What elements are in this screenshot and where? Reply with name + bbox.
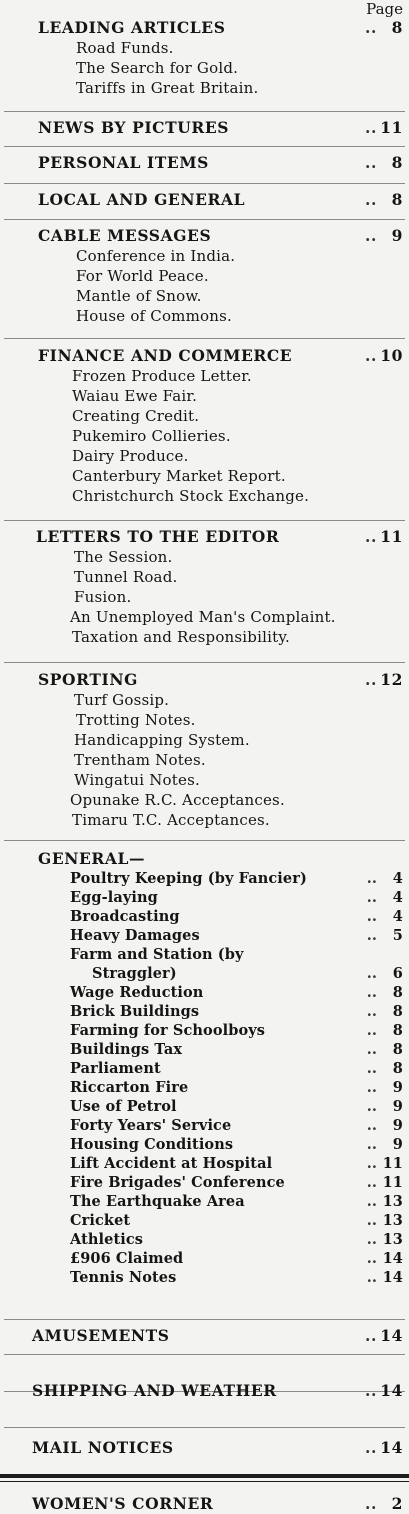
section-divider xyxy=(4,338,405,339)
general-item-page: 9 xyxy=(392,1136,403,1153)
section-divider xyxy=(4,111,405,112)
contents-section xyxy=(0,118,409,138)
general-item-label: Fire Brigades' Conference xyxy=(70,1174,285,1191)
leader-dots: .. xyxy=(366,1003,377,1020)
section-item[interactable]: Road Funds. xyxy=(76,39,174,57)
section-item[interactable]: Wingatui Notes. xyxy=(74,771,200,789)
section-item[interactable]: Trotting Notes. xyxy=(76,711,196,729)
leader-dots: .. xyxy=(365,527,377,546)
general-item-page: 6 xyxy=(392,965,403,982)
section-item[interactable]: Tunnel Road. xyxy=(74,568,178,586)
general-heading: GENERAL— xyxy=(38,849,146,868)
general-item-label: Forty Years' Service xyxy=(70,1117,232,1134)
contents-section xyxy=(0,190,409,210)
contents-section xyxy=(0,226,409,326)
leader-dots: .. xyxy=(366,1231,377,1248)
general-item-label: Egg-laying xyxy=(70,889,158,906)
general-item-page: 4 xyxy=(392,870,403,887)
section-item[interactable]: Conference in India. xyxy=(76,247,236,265)
general-item[interactable] xyxy=(0,1230,409,1249)
leader-dots: .. xyxy=(365,153,377,172)
leader-dots: .. xyxy=(365,226,377,245)
general-item[interactable] xyxy=(0,1002,409,1021)
leader-dots: .. xyxy=(366,1041,377,1058)
leader-dots: .. xyxy=(365,1326,377,1345)
section-title: LOCAL AND GENERAL xyxy=(38,190,246,209)
section-heading[interactable] xyxy=(0,190,409,210)
general-section xyxy=(0,849,409,1287)
contents-section xyxy=(0,18,409,98)
leader-dots: .. xyxy=(366,965,377,982)
section-page-number: 8 xyxy=(391,18,403,37)
section-page-number: 2 xyxy=(391,1494,403,1513)
section-title: SPORTING xyxy=(38,670,138,689)
general-item-page: 11 xyxy=(382,1155,403,1172)
general-item-label: Broadcasting xyxy=(70,908,180,925)
general-item[interactable] xyxy=(0,1173,409,1192)
general-item-label: Housing Conditions xyxy=(70,1136,234,1153)
leader-dots: .. xyxy=(366,1022,377,1039)
section-heading[interactable] xyxy=(0,670,409,690)
general-item-label: Parliament xyxy=(70,1060,161,1077)
general-item[interactable] xyxy=(0,869,409,888)
general-item-label: Tennis Notes xyxy=(70,1269,177,1286)
general-item[interactable] xyxy=(0,983,409,1002)
section-divider xyxy=(4,183,405,184)
section-page-number: 8 xyxy=(391,190,403,209)
leader-dots: .. xyxy=(365,18,377,37)
general-item-page: 4 xyxy=(392,908,403,925)
section-title: SHIPPING AND WEATHER xyxy=(32,1381,277,1400)
general-item-page: 14 xyxy=(382,1269,403,1286)
leader-dots: .. xyxy=(365,346,377,365)
general-item-label: £906 Claimed xyxy=(70,1250,184,1267)
general-item-page: 5 xyxy=(392,927,403,944)
general-item-label: Straggler) xyxy=(92,965,177,982)
leader-dots: .. xyxy=(366,1098,377,1115)
section-heading[interactable] xyxy=(0,18,409,38)
general-item-label: Lift Accident at Hospital xyxy=(70,1155,273,1172)
section-divider xyxy=(4,520,405,521)
leader-dots: .. xyxy=(366,1117,377,1134)
section-item[interactable]: The Session. xyxy=(74,548,173,566)
section-divider xyxy=(4,219,405,220)
section-item[interactable]: Fusion. xyxy=(74,588,132,606)
leader-dots: .. xyxy=(366,1193,377,1210)
contents-section xyxy=(0,153,409,173)
section-heading[interactable] xyxy=(0,346,409,366)
general-item[interactable] xyxy=(0,888,409,907)
leader-dots: .. xyxy=(366,908,377,925)
section-divider xyxy=(4,1319,405,1320)
section-item[interactable]: Taxation and Responsibility. xyxy=(72,628,290,646)
general-item-page: 13 xyxy=(382,1212,403,1229)
section-item[interactable]: The Search for Gold. xyxy=(76,59,239,77)
leader-dots: .. xyxy=(365,118,377,137)
section-item[interactable]: Creating Credit. xyxy=(72,407,200,425)
section-divider xyxy=(4,662,405,663)
contents-section xyxy=(0,670,409,830)
general-item-label: Farming for Schoolboys xyxy=(70,1022,266,1039)
general-item-page: 9 xyxy=(392,1079,403,1096)
section-item[interactable]: An Unemployed Man's Complaint. xyxy=(70,608,336,626)
section-item[interactable]: Pukemiro Collieries. xyxy=(72,427,231,445)
general-item[interactable] xyxy=(0,1268,409,1287)
trailing-heading[interactable] xyxy=(0,1381,409,1401)
section-title: LETTERS TO THE EDITOR xyxy=(36,527,280,546)
general-item-label: Poultry Keeping (by Fancier) xyxy=(70,870,307,887)
section-item[interactable]: Timaru T.C. Acceptances. xyxy=(72,811,270,829)
general-item-page: 9 xyxy=(392,1117,403,1134)
general-item[interactable] xyxy=(0,1249,409,1268)
general-item[interactable] xyxy=(0,1135,409,1154)
leader-dots: .. xyxy=(366,1060,377,1077)
section-title: PERSONAL ITEMS xyxy=(38,153,209,172)
section-item[interactable]: Dairy Produce. xyxy=(72,447,189,465)
section-heading[interactable] xyxy=(0,527,409,547)
leader-dots: .. xyxy=(365,1438,377,1457)
general-item[interactable] xyxy=(0,1211,409,1230)
section-item[interactable]: Frozen Produce Letter. xyxy=(72,367,252,385)
general-item-label: Buildings Tax xyxy=(70,1041,183,1058)
section-page-number: 14 xyxy=(380,1381,403,1400)
section-item[interactable]: For World Peace. xyxy=(76,267,209,285)
section-title: CABLE MESSAGES xyxy=(38,226,212,245)
leader-dots: .. xyxy=(366,1212,377,1229)
leader-dots: .. xyxy=(365,1494,377,1513)
section-divider xyxy=(4,1354,405,1355)
leader-dots: .. xyxy=(366,1250,377,1267)
general-item-page: 8 xyxy=(392,1041,403,1058)
section-heading[interactable] xyxy=(0,226,409,246)
section-title: MAIL NOTICES xyxy=(32,1438,174,1457)
section-divider xyxy=(4,1427,405,1428)
section-title: NEWS BY PICTURES xyxy=(38,118,230,137)
general-item-page: 11 xyxy=(382,1174,403,1191)
general-item-label: Athletics xyxy=(70,1231,144,1248)
section-item[interactable]: Christchurch Stock Exchange. xyxy=(72,487,310,505)
general-item-page: 13 xyxy=(382,1193,403,1210)
section-title: AMUSEMENTS xyxy=(32,1326,170,1345)
general-item-page: 4 xyxy=(392,889,403,906)
section-page-number: 10 xyxy=(380,346,403,365)
trailing-heading[interactable] xyxy=(0,1326,409,1346)
general-item-label: Wage Reduction xyxy=(70,984,204,1001)
general-item-label: Heavy Damages xyxy=(70,927,200,944)
section-page-number: 11 xyxy=(380,527,403,546)
general-item-label: The Earthquake Area xyxy=(70,1193,245,1210)
general-item-label: Riccarton Fire xyxy=(70,1079,189,1096)
section-heading[interactable] xyxy=(0,118,409,138)
general-item[interactable] xyxy=(0,964,409,983)
section-title: FINANCE AND COMMERCE xyxy=(38,346,293,365)
leader-dots: .. xyxy=(366,1079,377,1096)
general-item[interactable] xyxy=(0,1059,409,1078)
section-item[interactable]: House of Commons. xyxy=(76,307,232,325)
section-item[interactable]: Canterbury Market Report. xyxy=(72,467,286,485)
leader-dots: .. xyxy=(366,1136,377,1153)
contents-section xyxy=(0,346,409,506)
section-page-number: 12 xyxy=(380,670,403,689)
section-heading[interactable] xyxy=(0,153,409,173)
general-item[interactable] xyxy=(0,1078,409,1097)
leader-dots: .. xyxy=(366,889,377,906)
section-title: LEADING ARTICLES xyxy=(38,18,226,37)
general-item[interactable] xyxy=(0,1040,409,1059)
section-divider xyxy=(4,146,405,147)
general-item-page: 14 xyxy=(382,1250,403,1267)
section-page-number: 8 xyxy=(391,153,403,172)
general-item-label: Use of Petrol xyxy=(70,1098,177,1115)
general-item[interactable] xyxy=(0,1192,409,1211)
section-page-number: 14 xyxy=(380,1326,403,1345)
section-item[interactable]: Opunake R.C. Acceptances. xyxy=(70,791,285,809)
general-item[interactable] xyxy=(0,945,409,964)
section-item[interactable]: Mantle of Snow. xyxy=(76,287,202,305)
general-item-page: 13 xyxy=(382,1231,403,1248)
general-item-label: Farm and Station (by xyxy=(70,946,244,963)
general-item[interactable] xyxy=(0,926,409,945)
leader-dots: .. xyxy=(366,1269,377,1286)
section-item[interactable]: Waiau Ewe Fair. xyxy=(72,387,198,405)
leader-dots: .. xyxy=(366,984,377,1001)
general-item-label: Brick Buildings xyxy=(70,1003,200,1020)
section-page-number: 9 xyxy=(391,226,403,245)
trailing-heading[interactable] xyxy=(0,1438,409,1458)
contents-section xyxy=(0,527,409,647)
section-item[interactable]: Handicapping System. xyxy=(74,731,250,749)
leader-dots: .. xyxy=(365,190,377,209)
section-page-number: 11 xyxy=(380,118,403,137)
leader-dots: .. xyxy=(365,670,377,689)
general-item-page: 8 xyxy=(392,984,403,1001)
general-item[interactable] xyxy=(0,1021,409,1040)
page-column-label: Page xyxy=(366,0,403,18)
general-item-page: 9 xyxy=(392,1098,403,1115)
general-item-page: 8 xyxy=(392,1060,403,1077)
general-item[interactable] xyxy=(0,1097,409,1116)
section-page-number: 14 xyxy=(380,1438,403,1457)
section-title: WOMEN'S CORNER xyxy=(32,1494,214,1513)
leader-dots: .. xyxy=(365,1381,377,1400)
leader-dots: .. xyxy=(366,927,377,944)
leader-dots: .. xyxy=(366,1155,377,1172)
general-item[interactable] xyxy=(0,1116,409,1135)
general-item[interactable] xyxy=(0,907,409,926)
section-item[interactable]: Tariffs in Great Britain. xyxy=(76,79,259,97)
section-item[interactable]: Trentham Notes. xyxy=(74,751,206,769)
section-item[interactable]: Turf Gossip. xyxy=(74,691,170,709)
leader-dots: .. xyxy=(366,1174,377,1191)
section-divider xyxy=(4,840,405,841)
general-item[interactable] xyxy=(0,1154,409,1173)
general-item-page: 8 xyxy=(392,1003,403,1020)
general-item-label: Cricket xyxy=(70,1212,131,1229)
bottom-rule-thin xyxy=(0,1481,409,1482)
general-item-page: 8 xyxy=(392,1022,403,1039)
bottom-rule xyxy=(0,1474,409,1478)
trailing-heading[interactable] xyxy=(0,1494,409,1514)
leader-dots: .. xyxy=(366,870,377,887)
